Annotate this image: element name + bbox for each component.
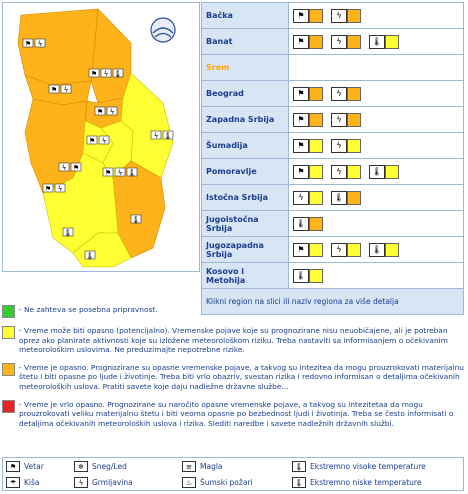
wind-icon: ⚑	[293, 243, 309, 257]
svg-text:ϟ: ϟ	[37, 40, 43, 48]
region-warnings	[289, 81, 464, 107]
serbia-warning-map[interactable]	[2, 2, 200, 272]
type-item	[179, 477, 289, 488]
region-row[interactable]	[202, 133, 464, 159]
region-row[interactable]	[202, 3, 464, 29]
region-row[interactable]	[202, 211, 464, 237]
warning-level-yellow	[309, 139, 323, 153]
thunder-icon: ϟ	[331, 113, 347, 127]
warning-item	[293, 87, 323, 101]
region-warnings	[289, 211, 464, 237]
warning-item	[331, 87, 361, 101]
region-name-link[interactable]: Istočna Srbija	[202, 185, 289, 211]
region-warnings	[289, 185, 464, 211]
legend-swatch	[2, 400, 15, 413]
region-name-link[interactable]: Jugoistočna Srbija	[202, 211, 289, 237]
warning-level-yellow	[309, 165, 323, 179]
thunder-icon: ϟ	[331, 87, 347, 101]
thunder-icon: ϟ	[331, 165, 347, 179]
wind-icon: ⚑	[293, 165, 309, 179]
warning-level-orange	[309, 217, 323, 231]
warning-item	[331, 243, 361, 257]
type-label: Ekstremno visoke temperature	[310, 461, 426, 471]
warning-item	[331, 165, 361, 179]
warning-level-yellow	[347, 139, 361, 153]
type-label: Vetar	[24, 461, 44, 471]
thunder-icon: ϟ	[331, 9, 347, 23]
legend-item	[2, 326, 466, 355]
thunder-icon: ϟ	[331, 243, 347, 257]
region-row[interactable]	[202, 237, 464, 263]
region-name-link[interactable]: Banat	[202, 29, 289, 55]
map-icons-kosovo	[85, 251, 95, 260]
svg-text:🌡: 🌡	[131, 216, 141, 224]
warning-level-yellow	[385, 243, 399, 257]
region-row[interactable]	[202, 263, 464, 289]
warning-item	[293, 113, 323, 127]
warning-item	[369, 35, 399, 49]
low-temp-icon: 🌡	[292, 477, 306, 488]
legend-text: - Vreme je opasno. Prognozirane su opasne vremenske pojave, a takvog su intezitea da mogu prouzrokovati materijalnu štetu i biti opasne po ljude i životinje. Treba biti vrlo obazriv, svestan rizika i redovno informisan o detaljima očekivanih meteoroloških uslova. Pratiti savete koje daju nadležne državne službe...	[19, 362, 464, 391]
region-name-link[interactable]: Beograd	[202, 81, 289, 107]
svg-text:⚑: ⚑	[88, 137, 96, 145]
type-item	[289, 477, 461, 488]
region-row[interactable]	[202, 159, 464, 185]
forest-fire-icon: ♨	[182, 477, 196, 488]
svg-text:ϟ: ϟ	[101, 137, 107, 145]
warning-item	[331, 191, 361, 205]
svg-text:ϟ: ϟ	[153, 132, 159, 140]
warning-level-yellow	[385, 165, 399, 179]
region-warnings	[289, 159, 464, 185]
svg-text:ϟ: ϟ	[117, 169, 123, 177]
warning-level-orange	[309, 35, 323, 49]
warning-level-orange	[347, 9, 361, 23]
types-row	[3, 458, 463, 474]
legend	[2, 305, 466, 436]
warning-item	[293, 35, 323, 49]
legend-swatch	[2, 363, 15, 376]
type-label: Sneg/Led	[92, 461, 127, 471]
warning-level-orange	[347, 191, 361, 205]
svg-text:🌡: 🌡	[113, 70, 123, 78]
warning-level-yellow	[309, 191, 323, 205]
legend-text: - Vreme može biti opasno (potencijalno). Vremenske pojave koje su prognozirane nisu neuobičajene, ali je potreban oprez ako planirate aktivnosti koje su izložene meteorološkom riziku. Treba nastaviti sa informisanjem o očekivanim meteorološkim uslovima. Ne preduzimajte nepotrebne rizike.	[19, 326, 448, 355]
region-warnings	[289, 55, 464, 81]
svg-text:🌡: 🌡	[163, 132, 173, 140]
region-row[interactable]	[202, 185, 464, 211]
region-row[interactable]	[202, 29, 464, 55]
wind-icon: ⚑	[293, 9, 309, 23]
wind-icon: ⚑	[6, 461, 20, 472]
thunder-icon: ϟ	[293, 191, 309, 205]
type-item	[3, 461, 71, 472]
warning-level-orange	[347, 113, 361, 127]
wind-icon: ⚑	[293, 87, 309, 101]
snow-icon: ❄	[74, 461, 88, 472]
warning-item	[331, 139, 361, 153]
thunder-icon: ϟ	[331, 139, 347, 153]
wind-icon: ⚑	[293, 139, 309, 153]
warning-item	[293, 217, 323, 231]
warning-item	[369, 243, 399, 257]
type-label: Kiša	[24, 477, 40, 487]
type-label: Šumski požari	[200, 477, 253, 487]
region-name-link[interactable]: Zapadna Srbija	[202, 107, 289, 133]
region-row[interactable]	[202, 107, 464, 133]
regions-table	[201, 2, 464, 315]
type-item	[71, 477, 179, 488]
wind-icon: ⚑	[293, 113, 309, 127]
types-row	[3, 474, 463, 490]
warning-item	[331, 35, 361, 49]
map-icons-jugozapadna-srbija	[63, 228, 73, 237]
warning-level-orange	[309, 87, 323, 101]
legend-text: - Ne zahteva se posebna pripravnost.	[19, 305, 158, 314]
svg-text:🌡: 🌡	[85, 252, 95, 260]
warning-level-orange	[347, 87, 361, 101]
heat-icon: 🌡	[293, 217, 309, 231]
map-icons-jugoistocna-srbija	[131, 215, 141, 224]
warning-item	[293, 165, 323, 179]
fog-icon: ≡	[182, 461, 196, 472]
svg-text:🌡: 🌡	[63, 229, 73, 237]
heat-icon: 🌡	[331, 191, 347, 205]
warning-level-yellow	[309, 269, 323, 283]
map-svg[interactable]	[3, 3, 199, 271]
svg-text:⚑: ⚑	[50, 86, 58, 94]
type-item	[3, 477, 71, 488]
high-temp-icon: 🌡	[292, 461, 306, 472]
region-row[interactable]	[202, 55, 464, 81]
svg-text:ϟ: ϟ	[63, 86, 69, 94]
warning-item	[331, 113, 361, 127]
warning-item	[293, 191, 323, 205]
warning-item	[293, 139, 323, 153]
legend-text: - Vreme je vrlo opasno. Prognozirane su naročito opasne vremenske pojave, a takvog su intezitetaa da mogu prouzrokovati veliku materijalnu štetu i biti veoma opasne po bezbednost ljudi i životinja. Treba se često informisati o detaljima očekivanih meteoroloških uslova i rizika. Slediti naredbe i savete nadležnih državnih službi.	[19, 399, 454, 428]
svg-text:⚑: ⚑	[72, 164, 80, 172]
legend-swatch	[2, 326, 15, 339]
thunder-icon: ϟ	[331, 35, 347, 49]
warning-level-orange	[309, 113, 323, 127]
region-name-link[interactable]: Jugozapadna Srbija	[202, 237, 289, 263]
type-item	[289, 461, 461, 472]
region-warnings	[289, 107, 464, 133]
warning-level-yellow	[385, 35, 399, 49]
region-name-link[interactable]: Kosovo i Metohija	[202, 263, 289, 289]
warning-item	[369, 165, 399, 179]
instruction-text: Klikni region na slici ili naziv regiona za više detalja	[202, 289, 464, 315]
wind-icon: ⚑	[293, 35, 309, 49]
type-item	[179, 461, 289, 472]
region-warnings	[289, 133, 464, 159]
region-name-link[interactable]: Šumadija	[202, 133, 289, 159]
legend-item	[2, 363, 466, 392]
svg-text:⚑: ⚑	[44, 185, 52, 193]
heat-icon: 🌡	[369, 165, 385, 179]
type-label: Magla	[200, 461, 223, 471]
rhmz-logo-icon	[151, 18, 175, 42]
warning-item	[293, 269, 323, 283]
warning-level-yellow	[347, 165, 361, 179]
legend-swatch	[2, 305, 15, 318]
svg-text:⚑: ⚑	[90, 70, 98, 78]
map-region-banat[interactable]	[91, 9, 131, 103]
legend-item	[2, 400, 466, 429]
region-name-link[interactable]: Pomoravlje	[202, 159, 289, 185]
region-row[interactable]	[202, 81, 464, 107]
heat-icon: 🌡	[369, 243, 385, 257]
type-label: Grmljavina	[92, 477, 133, 487]
svg-text:⚑: ⚑	[104, 169, 112, 177]
region-name-link[interactable]: Srem	[202, 55, 289, 81]
warning-level-orange	[309, 9, 323, 23]
svg-text:ϟ: ϟ	[103, 70, 109, 78]
warning-level-orange	[347, 35, 361, 49]
svg-text:🌡: 🌡	[127, 169, 137, 177]
legend-item	[2, 305, 466, 318]
map-icons-pomoravlje	[103, 168, 137, 177]
heat-icon: 🌡	[293, 269, 309, 283]
warning-types-legend	[2, 457, 464, 491]
svg-text:⚑: ⚑	[24, 40, 32, 48]
warning-level-yellow	[309, 243, 323, 257]
type-item	[71, 461, 179, 472]
svg-text:⚑: ⚑	[96, 108, 104, 116]
region-warnings	[289, 237, 464, 263]
warning-item	[331, 9, 361, 23]
region-warnings	[289, 3, 464, 29]
region-name-link[interactable]: Bačka	[202, 3, 289, 29]
map-icons-banat	[89, 69, 123, 78]
svg-text:ϟ: ϟ	[109, 108, 115, 116]
warning-item	[293, 9, 323, 23]
rain-icon: ☂	[6, 477, 20, 488]
type-label: Ekstremno niske temperature	[310, 477, 422, 487]
region-warnings	[289, 263, 464, 289]
region-warnings	[289, 29, 464, 55]
svg-text:ϟ: ϟ	[61, 164, 67, 172]
warning-level-yellow	[347, 243, 361, 257]
thunder-icon: ϟ	[74, 477, 88, 488]
warning-item	[293, 243, 323, 257]
svg-text:ϟ: ϟ	[57, 185, 63, 193]
heat-icon: 🌡	[369, 35, 385, 49]
